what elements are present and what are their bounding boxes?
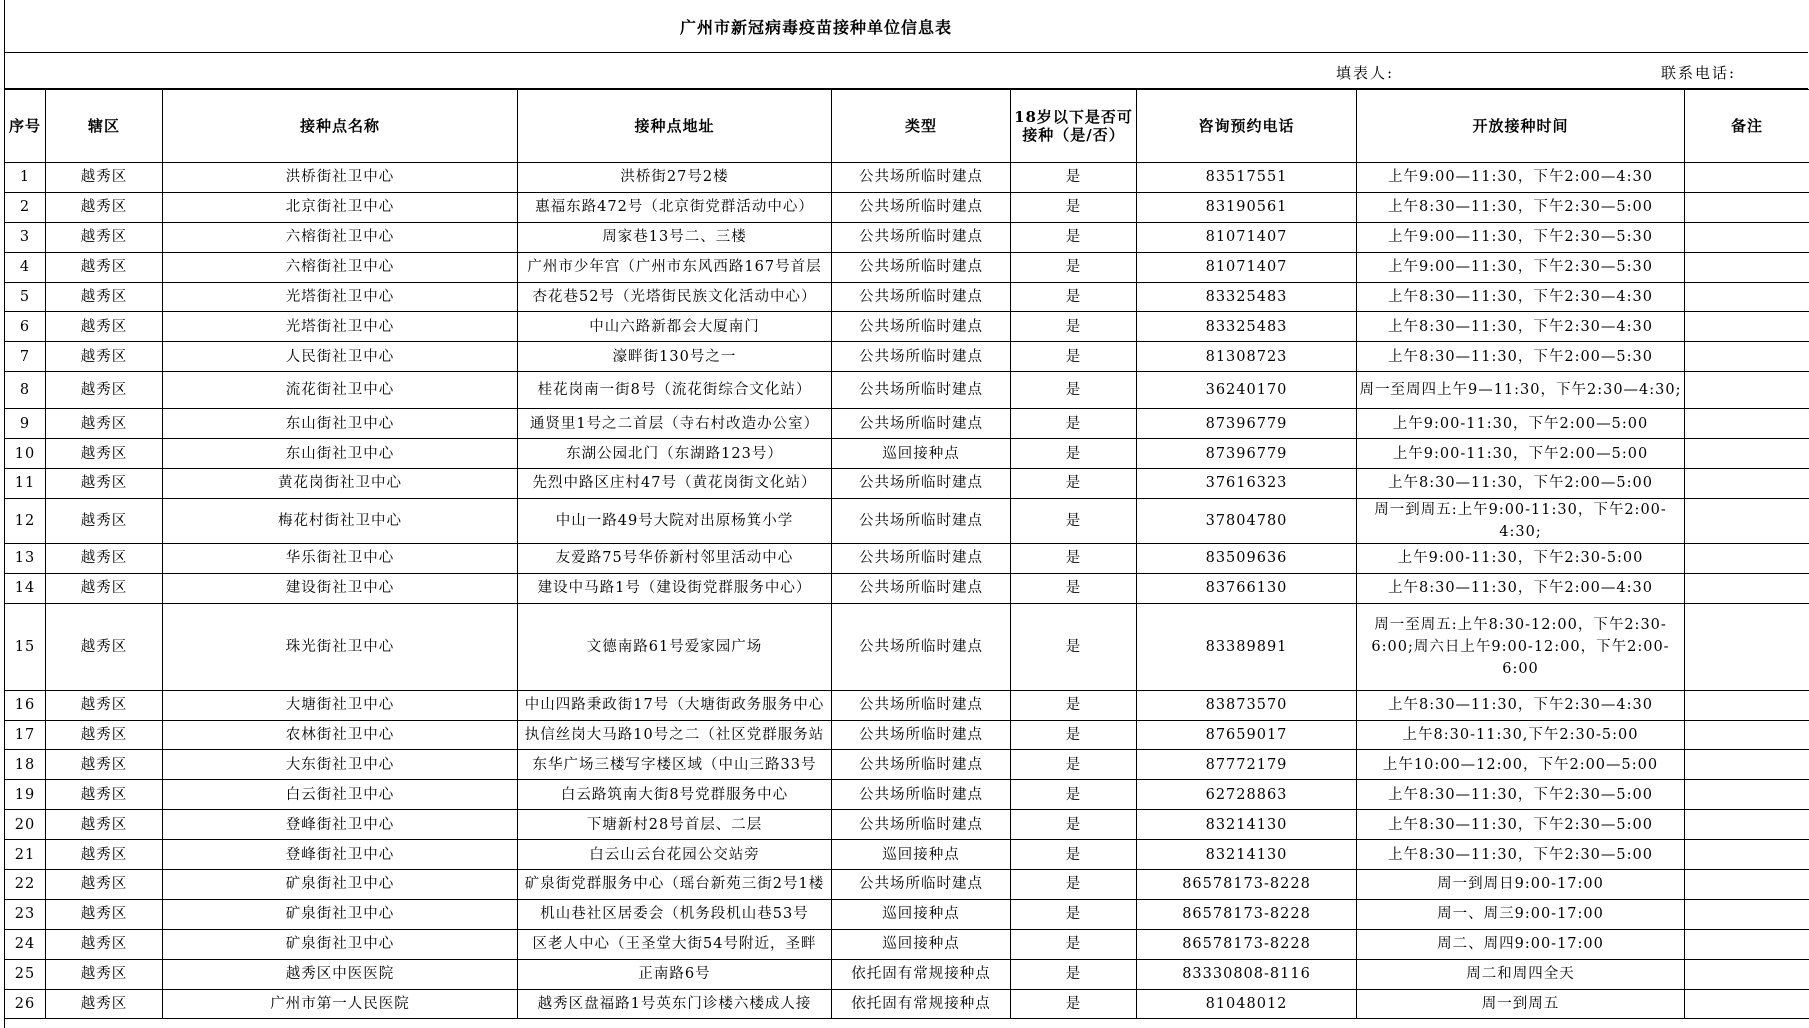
cell-site-name[interactable]: 东山街社卫中心 xyxy=(163,439,518,469)
cell-remarks[interactable] xyxy=(1685,439,1809,469)
cell-type[interactable]: 公共场所临时建点 xyxy=(832,690,1011,720)
cell-index[interactable]: 14 xyxy=(5,573,46,603)
cell-under18[interactable]: 是 xyxy=(1011,750,1137,780)
cell-type[interactable]: 公共场所临时建点 xyxy=(832,543,1011,573)
cell-address[interactable]: 友爱路75号华侨新村邻里活动中心 xyxy=(518,543,832,573)
cell-phone[interactable]: 87396779 xyxy=(1137,439,1357,469)
cell-index[interactable]: 13 xyxy=(5,543,46,573)
cell-site-name[interactable]: 登峰街社卫中心 xyxy=(163,840,518,870)
cell-phone[interactable]: 87659017 xyxy=(1137,720,1357,750)
table-row xyxy=(5,439,1809,469)
cell-phone[interactable]: 37616323 xyxy=(1137,469,1357,499)
cell-address[interactable]: 中山四路秉政街17号（大塘街政务服务中心 xyxy=(518,690,832,720)
col-header-district[interactable]: 辖区 xyxy=(46,90,163,163)
cell-remarks[interactable] xyxy=(1685,810,1809,840)
cell-type[interactable]: 公共场所临时建点 xyxy=(832,192,1011,222)
cell-hours[interactable]: 上午8:30-11:30,下午2:30-5:00 xyxy=(1357,720,1685,750)
cell-address[interactable]: 白云路筑南大街8号党群服务中心 xyxy=(518,780,832,810)
cell-index[interactable]: 21 xyxy=(5,840,46,870)
cell-address[interactable]: 矿泉街党群服务中心（瑶台新苑三街2号1楼 xyxy=(518,870,832,900)
cell-phone[interactable]: 83873570 xyxy=(1137,690,1357,720)
cell-remarks[interactable] xyxy=(1685,409,1809,439)
cell-index[interactable]: 20 xyxy=(5,810,46,840)
filler-phone-label: 联系电话: xyxy=(1661,64,1737,82)
cell-district[interactable]: 越秀区 xyxy=(46,929,163,959)
cell-under18[interactable]: 是 xyxy=(1011,989,1137,1019)
table-row xyxy=(5,222,1809,252)
cell-site-name[interactable]: 光塔街社卫中心 xyxy=(163,282,518,312)
table-row xyxy=(5,989,1809,1019)
cell-site-name[interactable]: 人民街社卫中心 xyxy=(163,342,518,372)
cell-address[interactable]: 中山一路49号大院对出原杨箕小学 xyxy=(518,498,832,543)
cell-phone[interactable]: 83509636 xyxy=(1137,543,1357,573)
cell-hours[interactable]: 上午9:00-11:30，下午2:00—5:00 xyxy=(1357,439,1685,469)
cell-remarks[interactable] xyxy=(1685,543,1809,573)
cell-site-name[interactable]: 流花街社卫中心 xyxy=(163,372,518,409)
cell-site-name[interactable]: 六榕街社卫中心 xyxy=(163,252,518,282)
cell-district[interactable]: 越秀区 xyxy=(46,810,163,840)
cell-index[interactable]: 24 xyxy=(5,929,46,959)
cell-under18[interactable]: 是 xyxy=(1011,439,1137,469)
cell-under18[interactable]: 是 xyxy=(1011,372,1137,409)
table-row xyxy=(5,192,1809,222)
cell-address[interactable]: 广州市少年宫（广州市东风西路167号首层 xyxy=(518,252,832,282)
cell-hours[interactable]: 上午9:00—11:30，下午2:30—5:30 xyxy=(1357,222,1685,252)
cell-address[interactable]: 周家巷13号二、三楼 xyxy=(518,222,832,252)
cell-remarks[interactable] xyxy=(1685,750,1809,780)
cell-remarks[interactable] xyxy=(1685,690,1809,720)
col-header-under18[interactable]: 18岁以下是否可接种（是/否） xyxy=(1011,90,1137,163)
cell-under18[interactable]: 是 xyxy=(1011,498,1137,543)
cell-under18[interactable]: 是 xyxy=(1011,810,1137,840)
cell-under18[interactable]: 是 xyxy=(1011,840,1137,870)
cell-index[interactable]: 18 xyxy=(5,750,46,780)
cell-site-name[interactable]: 洪桥街社卫中心 xyxy=(163,163,518,193)
cell-district[interactable]: 越秀区 xyxy=(46,543,163,573)
cell-site-name[interactable]: 光塔街社卫中心 xyxy=(163,312,518,342)
cell-hours[interactable]: 上午8:30—11:30，下午2:30—5:00 xyxy=(1357,192,1685,222)
cell-index[interactable]: 4 xyxy=(5,252,46,282)
cell-address[interactable]: 建设中马路1号（建设街党群服务中心） xyxy=(518,573,832,603)
cell-district[interactable]: 越秀区 xyxy=(46,603,163,690)
cell-under18[interactable]: 是 xyxy=(1011,163,1137,193)
cell-remarks[interactable] xyxy=(1685,372,1809,409)
cell-address[interactable]: 执信丝岗大马路10号之二（社区党群服务站 xyxy=(518,720,832,750)
header-row xyxy=(5,90,1809,163)
table-row xyxy=(5,780,1809,810)
cell-hours[interactable]: 周一至周四上午9—11:30，下午2:30—4:30; xyxy=(1357,372,1685,409)
cell-hours[interactable]: 周一到周五 xyxy=(1357,989,1685,1019)
cell-remarks[interactable] xyxy=(1685,899,1809,929)
cell-index[interactable]: 2 xyxy=(5,192,46,222)
cell-type[interactable]: 公共场所临时建点 xyxy=(832,312,1011,342)
cell-district[interactable]: 越秀区 xyxy=(46,409,163,439)
cell-type[interactable]: 巡回接种点 xyxy=(832,929,1011,959)
cell-remarks[interactable] xyxy=(1685,282,1809,312)
table-row xyxy=(5,163,1809,193)
cell-phone[interactable]: 81071407 xyxy=(1137,252,1357,282)
cell-index[interactable]: 1 xyxy=(5,163,46,193)
cell-under18[interactable]: 是 xyxy=(1011,543,1137,573)
cell-under18[interactable]: 是 xyxy=(1011,899,1137,929)
cell-type[interactable]: 公共场所临时建点 xyxy=(832,342,1011,372)
cell-site-name[interactable]: 越秀区中医医院 xyxy=(163,959,518,989)
cell-index[interactable]: 22 xyxy=(5,870,46,900)
cell-hours[interactable]: 上午8:30—11:30，下午2:00—5:00 xyxy=(1357,469,1685,499)
cell-remarks[interactable] xyxy=(1685,603,1809,690)
cell-index[interactable]: 15 xyxy=(5,603,46,690)
col-header-phone[interactable]: 咨询预约电话 xyxy=(1137,90,1357,163)
cell-index[interactable]: 5 xyxy=(5,282,46,312)
cell-district[interactable]: 越秀区 xyxy=(46,690,163,720)
cell-site-name[interactable]: 建设街社卫中心 xyxy=(163,573,518,603)
cell-phone[interactable]: 83766130 xyxy=(1137,573,1357,603)
cell-district[interactable]: 越秀区 xyxy=(46,870,163,900)
cell-site-name[interactable]: 东山街社卫中心 xyxy=(163,409,518,439)
col-header-remarks[interactable]: 备注 xyxy=(1685,90,1809,163)
cell-index[interactable]: 19 xyxy=(5,780,46,810)
table-row xyxy=(5,543,1809,573)
cell-phone[interactable]: 37804780 xyxy=(1137,498,1357,543)
cell-under18[interactable]: 是 xyxy=(1011,222,1137,252)
cell-hours[interactable]: 上午8:30—11:30，下午2:30—5:00 xyxy=(1357,840,1685,870)
cell-under18[interactable]: 是 xyxy=(1011,603,1137,690)
table-row xyxy=(5,810,1809,840)
cell-site-name[interactable]: 大东街社卫中心 xyxy=(163,750,518,780)
cell-phone[interactable]: 83517551 xyxy=(1137,163,1357,193)
cell-remarks[interactable] xyxy=(1685,192,1809,222)
cell-index[interactable]: 16 xyxy=(5,690,46,720)
cell-hours[interactable]: 上午9:00-11:30，下午2:30-5:00 xyxy=(1357,543,1685,573)
col-header-index[interactable]: 序号 xyxy=(5,90,46,163)
cell-index[interactable]: 3 xyxy=(5,222,46,252)
table-row xyxy=(5,409,1809,439)
cell-type[interactable]: 公共场所临时建点 xyxy=(832,498,1011,543)
cell-district[interactable]: 越秀区 xyxy=(46,498,163,543)
cell-under18[interactable]: 是 xyxy=(1011,409,1137,439)
cell-phone[interactable]: 86578173-8228 xyxy=(1137,870,1357,900)
cell-site-name[interactable]: 矿泉街社卫中心 xyxy=(163,929,518,959)
cell-type[interactable]: 公共场所临时建点 xyxy=(832,282,1011,312)
table-row xyxy=(5,870,1809,900)
cell-address[interactable]: 通贤里1号之二首层（寺右村改造办公室） xyxy=(518,409,832,439)
cell-phone[interactable]: 83389891 xyxy=(1137,603,1357,690)
cell-site-name[interactable]: 珠光街社卫中心 xyxy=(163,603,518,690)
cell-address[interactable]: 文德南路61号爱家园广场 xyxy=(518,603,832,690)
cell-hours[interactable]: 周二、周四9:00-17:00 xyxy=(1357,929,1685,959)
table-row xyxy=(5,498,1809,543)
cell-type[interactable]: 公共场所临时建点 xyxy=(832,222,1011,252)
cell-type[interactable]: 公共场所临时建点 xyxy=(832,810,1011,840)
cell-address[interactable]: 濠畔街130号之一 xyxy=(518,342,832,372)
cell-phone[interactable]: 81308723 xyxy=(1137,342,1357,372)
cell-under18[interactable]: 是 xyxy=(1011,870,1137,900)
cell-type[interactable]: 公共场所临时建点 xyxy=(832,469,1011,499)
cell-address[interactable]: 惠福东路472号（北京街党群活动中心） xyxy=(518,192,832,222)
cell-type[interactable]: 公共场所临时建点 xyxy=(832,720,1011,750)
cell-hours[interactable]: 周二和周四全天 xyxy=(1357,959,1685,989)
cell-district[interactable]: 越秀区 xyxy=(46,573,163,603)
cell-under18[interactable]: 是 xyxy=(1011,780,1137,810)
cell-address[interactable]: 东华广场三楼写字楼区域（中山三路33号 xyxy=(518,750,832,780)
cell-remarks[interactable] xyxy=(1685,840,1809,870)
filler-row[interactable] xyxy=(4,53,1808,89)
cell-type[interactable]: 公共场所临时建点 xyxy=(832,780,1011,810)
table-row xyxy=(5,750,1809,780)
table-row xyxy=(5,469,1809,499)
cell-hours[interactable]: 上午8:30—11:30，下午2:30—4:30 xyxy=(1357,312,1685,342)
cell-type[interactable]: 巡回接种点 xyxy=(832,899,1011,929)
cell-under18[interactable]: 是 xyxy=(1011,720,1137,750)
cell-site-name[interactable]: 梅花村街社卫中心 xyxy=(163,498,518,543)
cell-site-name[interactable]: 农林街社卫中心 xyxy=(163,720,518,750)
cell-remarks[interactable] xyxy=(1685,163,1809,193)
cell-district[interactable]: 越秀区 xyxy=(46,989,163,1019)
table-row xyxy=(5,690,1809,720)
cell-under18[interactable]: 是 xyxy=(1011,282,1137,312)
cell-phone[interactable]: 87772179 xyxy=(1137,750,1357,780)
cell-address[interactable]: 越秀区盘福路1号英东门诊楼六楼成人接 xyxy=(518,989,832,1019)
cell-remarks[interactable] xyxy=(1685,959,1809,989)
cell-hours[interactable]: 上午8:30—11:30，下午2:30—4:30 xyxy=(1357,690,1685,720)
cell-hours[interactable]: 上午8:30—11:30，下午2:30—5:00 xyxy=(1357,810,1685,840)
cell-hours[interactable]: 上午8:30—11:30，下午2:00—4:30 xyxy=(1357,573,1685,603)
cell-address[interactable]: 洪桥街27号2楼 xyxy=(518,163,832,193)
cell-hours[interactable]: 上午9:00—11:30，下午2:00—4:30 xyxy=(1357,163,1685,193)
cell-index[interactable]: 17 xyxy=(5,720,46,750)
cell-under18[interactable]: 是 xyxy=(1011,929,1137,959)
col-header-type[interactable]: 类型 xyxy=(832,90,1011,163)
cell-remarks[interactable] xyxy=(1685,929,1809,959)
cell-phone[interactable]: 83325483 xyxy=(1137,312,1357,342)
cell-phone[interactable]: 83214130 xyxy=(1137,840,1357,870)
cell-hours[interactable]: 上午9:00—11:30，下午2:30—5:30 xyxy=(1357,252,1685,282)
cell-type[interactable]: 巡回接种点 xyxy=(832,840,1011,870)
cell-index[interactable]: 11 xyxy=(5,469,46,499)
cell-district[interactable]: 越秀区 xyxy=(46,899,163,929)
cell-type[interactable]: 公共场所临时建点 xyxy=(832,252,1011,282)
cell-district[interactable]: 越秀区 xyxy=(46,192,163,222)
cell-district[interactable]: 越秀区 xyxy=(46,780,163,810)
cell-district[interactable]: 越秀区 xyxy=(46,282,163,312)
cell-remarks[interactable] xyxy=(1685,312,1809,342)
cell-district[interactable]: 越秀区 xyxy=(46,163,163,193)
cell-index[interactable]: 23 xyxy=(5,899,46,929)
cell-remarks[interactable] xyxy=(1685,573,1809,603)
table-row xyxy=(5,252,1809,282)
table-row xyxy=(5,342,1809,372)
cell-site-name[interactable]: 大塘街社卫中心 xyxy=(163,690,518,720)
cell-under18[interactable]: 是 xyxy=(1011,192,1137,222)
cell-hours[interactable]: 周一到周日9:00-17:00 xyxy=(1357,870,1685,900)
cell-remarks[interactable] xyxy=(1685,342,1809,372)
cell-type[interactable]: 公共场所临时建点 xyxy=(832,372,1011,409)
cell-hours[interactable]: 上午8:30—11:30，下午2:30—5:00 xyxy=(1357,780,1685,810)
cell-under18[interactable]: 是 xyxy=(1011,469,1137,499)
cell-hours[interactable]: 上午8:30—11:30，下午2:00—5:30 xyxy=(1357,342,1685,372)
cell-type[interactable]: 公共场所临时建点 xyxy=(832,603,1011,690)
cell-remarks[interactable] xyxy=(1685,469,1809,499)
filler-person-label: 填表人: xyxy=(1336,64,1395,82)
table-row xyxy=(5,603,1809,690)
cell-site-name[interactable]: 矿泉街社卫中心 xyxy=(163,899,518,929)
cell-phone[interactable]: 83325483 xyxy=(1137,282,1357,312)
cell-type[interactable]: 公共场所临时建点 xyxy=(832,573,1011,603)
cell-under18[interactable]: 是 xyxy=(1011,342,1137,372)
cell-address[interactable]: 下塘新村28号首层、二层 xyxy=(518,810,832,840)
cell-address[interactable]: 机山巷社区居委会（机务段机山巷53号 xyxy=(518,899,832,929)
cell-address[interactable]: 白云山云台花园公交站旁 xyxy=(518,840,832,870)
table-row xyxy=(5,720,1809,750)
cell-site-name[interactable]: 华乐街社卫中心 xyxy=(163,543,518,573)
cell-under18[interactable]: 是 xyxy=(1011,312,1137,342)
cell-phone[interactable]: 83190561 xyxy=(1137,192,1357,222)
cell-type[interactable]: 依托固有常规接种点 xyxy=(832,959,1011,989)
cell-district[interactable]: 越秀区 xyxy=(46,720,163,750)
cell-index[interactable]: 12 xyxy=(5,498,46,543)
col-header-site-name[interactable]: 接种点名称 xyxy=(163,90,518,163)
cell-remarks[interactable] xyxy=(1685,870,1809,900)
cell-hours[interactable]: 周一至周五:上午8:30-12:00，下午2:30-6:00;周六日上午9:00-12:00，下午2:00-6:00 xyxy=(1357,603,1685,690)
title-row[interactable] xyxy=(4,0,1808,53)
cell-remarks[interactable] xyxy=(1685,720,1809,750)
cell-remarks[interactable] xyxy=(1685,222,1809,252)
cell-under18[interactable]: 是 xyxy=(1011,252,1137,282)
cell-address[interactable]: 区老人中心（王圣堂大街54号附近，圣畔 xyxy=(518,929,832,959)
cell-hours[interactable]: 周一、周三9:00-17:00 xyxy=(1357,899,1685,929)
cell-type[interactable]: 公共场所临时建点 xyxy=(832,409,1011,439)
cell-index[interactable]: 26 xyxy=(5,989,46,1019)
col-header-address[interactable]: 接种点地址 xyxy=(518,90,832,163)
cell-remarks[interactable] xyxy=(1685,498,1809,543)
cell-hours[interactable]: 上午8:30—11:30，下午2:30—4:30 xyxy=(1357,282,1685,312)
cell-under18[interactable]: 是 xyxy=(1011,573,1137,603)
cell-district[interactable]: 越秀区 xyxy=(46,469,163,499)
cell-index[interactable]: 9 xyxy=(5,409,46,439)
cell-site-name[interactable]: 北京街社卫中心 xyxy=(163,192,518,222)
table-row xyxy=(5,959,1809,989)
cell-index[interactable]: 7 xyxy=(5,342,46,372)
table-row xyxy=(5,899,1809,929)
table-row xyxy=(5,840,1809,870)
cell-district[interactable]: 越秀区 xyxy=(46,222,163,252)
cell-district[interactable]: 越秀区 xyxy=(46,252,163,282)
table-row xyxy=(5,573,1809,603)
cell-site-name[interactable]: 黄花岗街社卫中心 xyxy=(163,469,518,499)
cell-address[interactable]: 中山六路新都会大厦南门 xyxy=(518,312,832,342)
cell-address[interactable]: 先烈中路区庄村47号（黄花岗街文化站） xyxy=(518,469,832,499)
cell-hours[interactable]: 上午10:00—12:00，下午2:00—5:00 xyxy=(1357,750,1685,780)
cell-phone[interactable]: 83214130 xyxy=(1137,810,1357,840)
cell-district[interactable]: 越秀区 xyxy=(46,372,163,409)
cell-index[interactable]: 8 xyxy=(5,372,46,409)
cell-district[interactable]: 越秀区 xyxy=(46,312,163,342)
cell-phone[interactable]: 36240170 xyxy=(1137,372,1357,409)
cell-district[interactable]: 越秀区 xyxy=(46,959,163,989)
cell-index[interactable]: 25 xyxy=(5,959,46,989)
table-row xyxy=(5,312,1809,342)
cell-remarks[interactable] xyxy=(1685,989,1809,1019)
cell-type[interactable]: 巡回接种点 xyxy=(832,439,1011,469)
cell-index[interactable]: 10 xyxy=(5,439,46,469)
cell-address[interactable]: 正南路6号 xyxy=(518,959,832,989)
cell-phone[interactable]: 62728863 xyxy=(1137,780,1357,810)
table-row xyxy=(5,282,1809,312)
cell-district[interactable]: 越秀区 xyxy=(46,840,163,870)
cell-phone[interactable]: 87396779 xyxy=(1137,409,1357,439)
cell-type[interactable]: 公共场所临时建点 xyxy=(832,750,1011,780)
cell-remarks[interactable] xyxy=(1685,780,1809,810)
cell-address[interactable]: 桂花岗南一街8号（流花街综合文化站） xyxy=(518,372,832,409)
col-header-hours[interactable]: 开放接种时间 xyxy=(1357,90,1685,163)
vaccination-sites-table xyxy=(4,89,1809,1019)
cell-site-name[interactable]: 六榕街社卫中心 xyxy=(163,222,518,252)
cell-district[interactable]: 越秀区 xyxy=(46,342,163,372)
cell-site-name[interactable]: 矿泉街社卫中心 xyxy=(163,870,518,900)
cell-site-name[interactable]: 白云街社卫中心 xyxy=(163,780,518,810)
table-row xyxy=(5,372,1809,409)
cell-index[interactable]: 6 xyxy=(5,312,46,342)
cell-under18[interactable]: 是 xyxy=(1011,690,1137,720)
cell-phone[interactable]: 81048012 xyxy=(1137,989,1357,1019)
cell-type[interactable]: 公共场所临时建点 xyxy=(832,870,1011,900)
cell-district[interactable]: 越秀区 xyxy=(46,439,163,469)
cell-phone[interactable]: 83330808-8116 xyxy=(1137,959,1357,989)
cell-type[interactable]: 公共场所临时建点 xyxy=(832,163,1011,193)
cell-hours[interactable]: 周一到周五:上午9:00-11:30，下午2:00-4:30; xyxy=(1357,498,1685,543)
cell-phone[interactable]: 86578173-8228 xyxy=(1137,899,1357,929)
sheet-title: 广州市新冠病毒疫苗接种单位信息表 xyxy=(679,17,952,37)
cell-phone[interactable]: 86578173-8228 xyxy=(1137,929,1357,959)
cell-type[interactable]: 依托固有常规接种点 xyxy=(832,989,1011,1019)
cell-address[interactable]: 东湖公园北门（东湖路123号） xyxy=(518,439,832,469)
cell-remarks[interactable] xyxy=(1685,252,1809,282)
cell-phone[interactable]: 81071407 xyxy=(1137,222,1357,252)
cell-address[interactable]: 杏花巷52号（光塔街民族文化活动中心） xyxy=(518,282,832,312)
cell-under18[interactable]: 是 xyxy=(1011,959,1137,989)
cell-site-name[interactable]: 广州市第一人民医院 xyxy=(163,989,518,1019)
cell-site-name[interactable]: 登峰街社卫中心 xyxy=(163,810,518,840)
table-row xyxy=(5,929,1809,959)
cell-district[interactable]: 越秀区 xyxy=(46,750,163,780)
spreadsheet xyxy=(4,0,1808,1028)
cell-hours[interactable]: 上午9:00-11:30，下午2:00—5:00 xyxy=(1357,409,1685,439)
